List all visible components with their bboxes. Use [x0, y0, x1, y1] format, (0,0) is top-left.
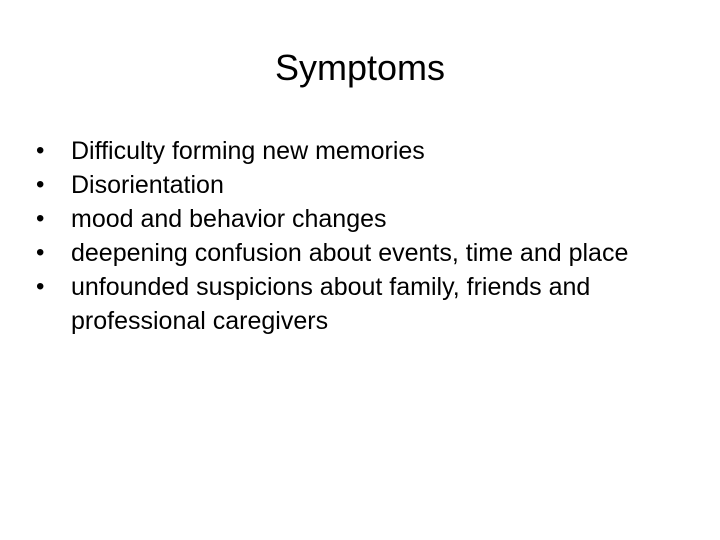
bullet-icon: • [36, 273, 45, 300]
bullet-text: Difficulty forming new memories [71, 137, 425, 165]
bullet-icon: • [36, 239, 45, 266]
bullet-text: Disorientation [71, 171, 224, 199]
bullet-text: mood and behavior changes [71, 205, 387, 233]
bullet-text: unfounded suspicions about family, friends and professional caregivers [71, 273, 591, 335]
list-item [36, 270, 676, 338]
bullet-list [36, 134, 676, 338]
list-item [36, 134, 676, 168]
list-item [36, 168, 676, 202]
slide-title: Symptoms [274, 47, 446, 88]
list-item [36, 202, 676, 236]
bullet-icon: • [36, 171, 45, 198]
bullet-icon: • [36, 205, 45, 232]
bullet-text: deepening confusion about events, time and place [71, 239, 629, 267]
list-item [36, 236, 676, 270]
bullet-icon: • [36, 137, 45, 164]
